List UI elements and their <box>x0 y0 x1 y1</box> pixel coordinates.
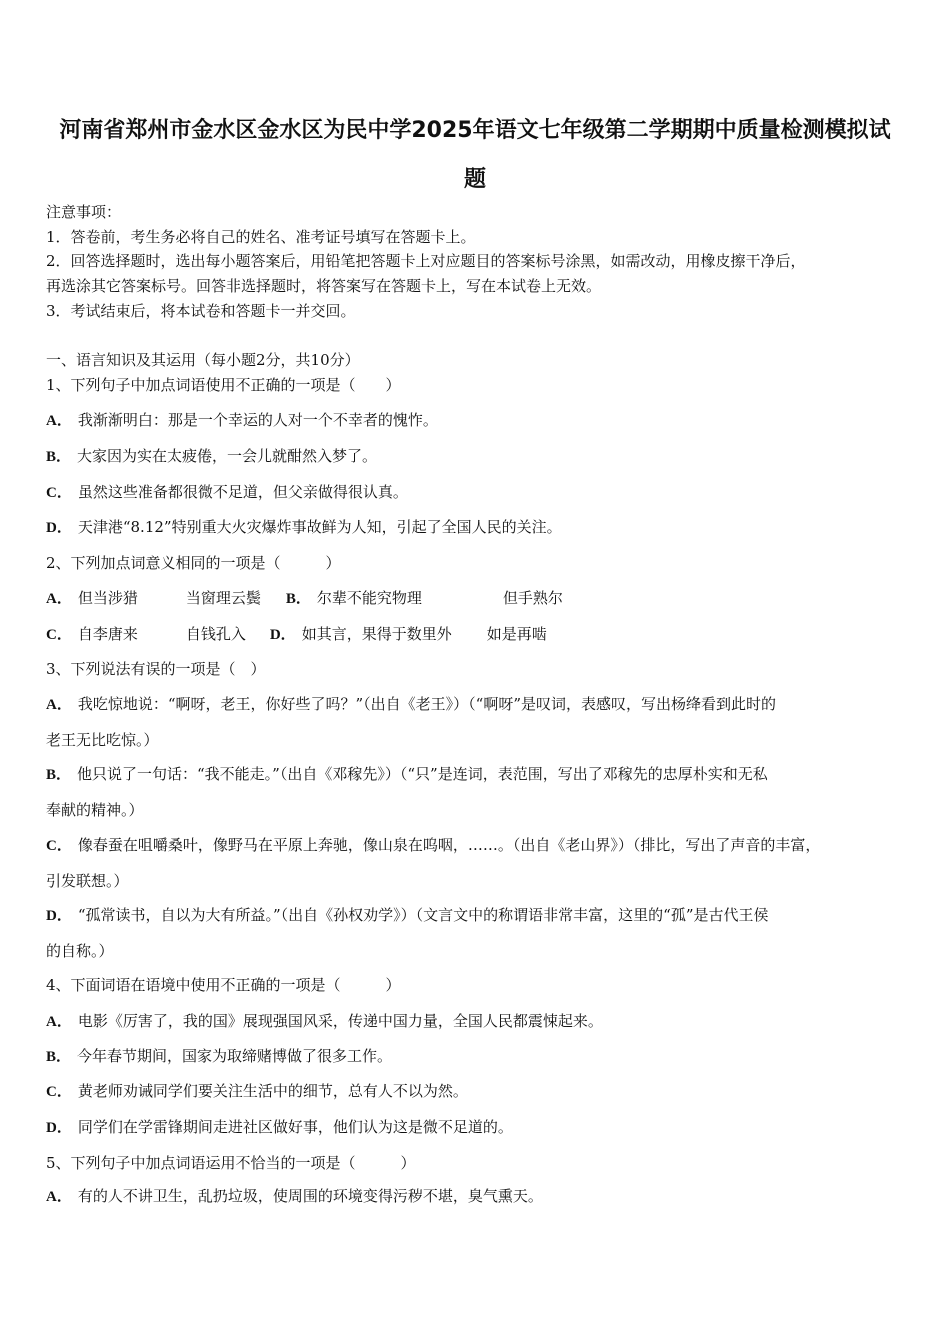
notice-item: 1．答卷前，考生务必将自己的姓名、准考证号填写在答题卡上。 <box>46 228 476 246</box>
option-text: 大家因为实在太疲倦，一会儿就酣然入梦了。 <box>77 447 378 465</box>
q3-option-c-cont: 引发联想。） <box>46 872 129 890</box>
option-label: C． <box>46 485 72 501</box>
question-5-stem: 5、下列句子中加点词语运用不恰当的一项是（ ） <box>46 1154 416 1172</box>
option-text: 像春蚕在咀嚼桑叶，像野马在平原上奔驰，像山泉在呜咽，……。（出自《老山界》）（排比，写出了声音的丰富， <box>77 836 821 854</box>
q4-option-a <box>46 1011 603 1032</box>
option-text: 黄老师劝诫同学们要关注生活中的细节，总有人不以为然。 <box>77 1082 468 1100</box>
notice-item: 2．回答选择题时，选出每小题答案后，用铅笔把答题卡上对应题目的答案标号涂黑，如需改动，用橡皮擦干净后， <box>46 252 806 270</box>
option-label: A． <box>46 1014 72 1030</box>
option-label: C． <box>46 627 72 643</box>
option-label: A． <box>46 697 72 713</box>
option-label: A． <box>46 591 72 607</box>
option-text: 但手熟尔 <box>502 589 563 607</box>
q1-option-a <box>46 410 438 431</box>
option-label: B． <box>285 591 311 607</box>
q4-option-c <box>46 1081 468 1102</box>
q5-option-a <box>46 1186 543 1207</box>
option-text: 但当涉猎 <box>77 589 138 607</box>
q1-option-c <box>46 482 408 503</box>
q4-option-d <box>46 1117 513 1138</box>
question-4-stem: 4、下面词语在语境中使用不正确的一项是（ ） <box>46 976 401 994</box>
q3-option-b <box>46 764 768 785</box>
option-label: D． <box>269 627 296 643</box>
notice-item: 3．考试结束后，将本试卷和答题卡一并交回。 <box>46 302 356 320</box>
question-1-stem: 1、下列句子中加点词语使用不正确的一项是（ ） <box>46 376 401 394</box>
option-text: 有的人不讲卫生，乱扔垃圾，使周围的环境变得污秽不堪，臭气熏天。 <box>77 1187 543 1205</box>
option-text: 如是再啮 <box>486 625 547 643</box>
document-title-line-1: 河南省郑州市金水区金水区为民中学2025年语文七年级第二学期期中质量检测模拟试 <box>59 118 891 143</box>
section-heading: 一、语言知识及其运用（每小题2分，共10分） <box>46 351 360 369</box>
q3-option-c <box>46 835 820 856</box>
notice-item: 再选涂其它答案标号。回答非选择题时，将答案写在答题卡上，写在本试卷上无效。 <box>46 277 602 295</box>
question-3-stem: 3、下列说法有误的一项是（ ） <box>46 660 266 678</box>
option-text: 电影《厉害了，我的国》展现强国风采，传递中国力量，全国人民都震悚起来。 <box>77 1012 603 1030</box>
option-text: 自李唐来 <box>77 625 138 643</box>
notice-heading: 注意事项： <box>46 203 122 221</box>
q3-option-a <box>46 694 776 715</box>
option-text: 他只说了一句话：“我不能走。”（出自《邓稼先》）（“只”是连词，表范围，写出了邓稼先的忠厚朴实和无私 <box>77 765 768 783</box>
question-2-stem: 2、下列加点词意义相同的一项是（ ） <box>46 554 341 572</box>
option-label: B． <box>46 767 72 783</box>
option-text: 今年春节期间，国家为取缔赌博做了很多工作。 <box>77 1047 393 1065</box>
option-label: A． <box>46 413 72 429</box>
option-text: 天津港“8.12”特别重大火灾爆炸事故鲜为人知，引起了全国人民的关注。 <box>77 518 562 536</box>
q3-option-a-cont: 老王无比吃惊。） <box>46 731 159 749</box>
q4-option-b <box>46 1046 392 1067</box>
option-label: D． <box>46 520 72 536</box>
q3-option-b-cont: 奉献的精神。） <box>46 801 144 819</box>
option-text: 虽然这些准备都很微不足道，但父亲做得很认真。 <box>77 483 408 501</box>
option-text: 当窗理云鬓 <box>185 589 261 607</box>
option-text: 自钱孔入 <box>185 625 246 643</box>
q2-options-ab <box>46 588 563 609</box>
document-title-line-2: 题 <box>463 167 486 192</box>
option-text: 尔辈不能究物理 <box>316 589 422 607</box>
q2-options-cd <box>46 624 547 645</box>
q3-option-d <box>46 905 769 926</box>
option-label: D． <box>46 908 72 924</box>
q3-option-d-cont: 的自称。） <box>46 942 114 960</box>
q1-option-b <box>46 446 377 467</box>
q1-option-d <box>46 517 562 538</box>
option-text: 我渐渐明白：那是一个幸运的人对一个不幸者的愧怍。 <box>77 411 438 429</box>
option-text: 如其言，果得于数里外 <box>301 625 452 643</box>
option-text: 同学们在学雷锋期间走进社区做好事，他们认为这是微不足道的。 <box>77 1118 513 1136</box>
option-label: C． <box>46 838 72 854</box>
option-label: B． <box>46 449 72 465</box>
option-label: C． <box>46 1084 72 1100</box>
option-label: D． <box>46 1120 72 1136</box>
option-text: 我吃惊地说：“啊呀，老王，你好些了吗？”（出自《老王》）（“啊呀”是叹词，表感叹，写出杨绛看到此时的 <box>77 695 777 713</box>
option-label: A． <box>46 1189 72 1205</box>
option-text: “孤常读书，自以为大有所益。”（出自《孙权劝学》）（文言文中的称谓语非常丰富，这里的“孤”是古代王侯 <box>77 906 769 924</box>
option-label: B． <box>46 1049 72 1065</box>
